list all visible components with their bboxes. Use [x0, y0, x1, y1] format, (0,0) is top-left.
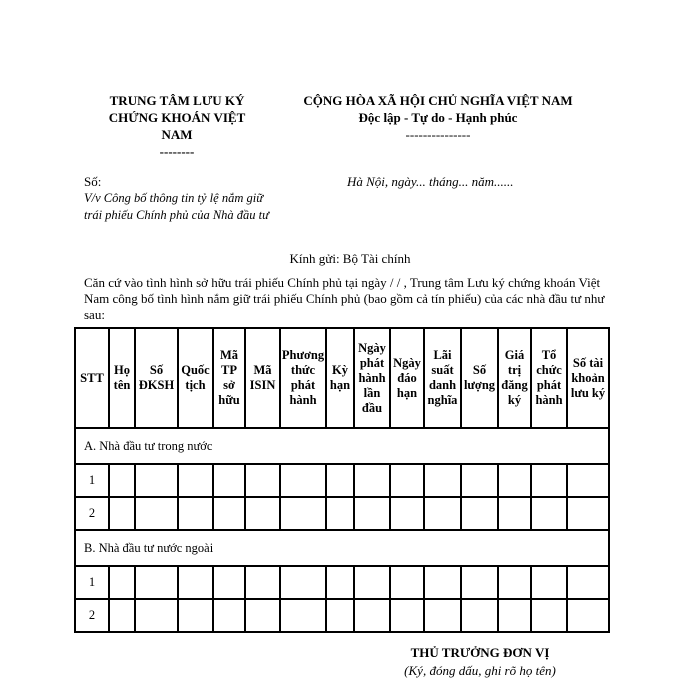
- column-header: Mã ISIN: [245, 328, 280, 428]
- section-label-foreign: B. Nhà đầu tư nước ngoài: [75, 530, 609, 566]
- column-header: Số tài khoản lưu ký: [567, 328, 609, 428]
- column-header: Số ĐKSH: [135, 328, 178, 428]
- section-row-domestic: [75, 428, 609, 464]
- column-header: Mã TP sở hữu: [213, 328, 245, 428]
- national-motto: Độc lập - Tự do - Hạnh phúc: [358, 110, 518, 125]
- table-row: [75, 566, 609, 599]
- motto-separator: ---------------: [405, 127, 471, 142]
- column-header: Lãi suất danh nghĩa: [424, 328, 461, 428]
- column-header: Phương thức phát hành: [280, 328, 326, 428]
- column-header: Giá trị đăng ký: [498, 328, 531, 428]
- national-header: [278, 92, 598, 143]
- column-header: Ngày đáo hạn: [390, 328, 424, 428]
- section-row-foreign: [75, 530, 609, 566]
- signature-title: THỦ TRƯỞNG ĐƠN VỊ: [410, 645, 550, 660]
- column-header: Ngày phát hành lần đầu: [354, 328, 390, 428]
- recipient-line: Kính gửi: Bộ Tài chính: [289, 251, 411, 266]
- column-header: STT: [75, 328, 109, 428]
- column-header: Họ tên: [109, 328, 135, 428]
- organization-separator: --------: [159, 144, 195, 159]
- row-number: 1: [75, 566, 109, 599]
- row-number: 2: [75, 497, 109, 530]
- organization-name: TRUNG TÂM LƯU KÝ CHỨNG KHOÁN VIỆT NAM: [108, 93, 246, 142]
- table-row: [75, 599, 609, 632]
- organization-block: [92, 92, 262, 160]
- row-number: 2: [75, 599, 109, 632]
- column-header: Số lượng: [461, 328, 498, 428]
- column-header: Tổ chức phát hành: [531, 328, 567, 428]
- document-subject: V/v Công bố thông tin tỷ lệ nắm giữ trái phiếu Chính phủ của Nhà đầu tư: [84, 191, 269, 222]
- column-header: Quốc tịch: [178, 328, 213, 428]
- signature-note: (Ký, đóng dấu, ghi rõ họ tên): [404, 663, 556, 678]
- document-number-label: Số:: [84, 174, 102, 189]
- intro-paragraph: Căn cứ vào tình hình sở hữu trái phiếu Chính phủ tại ngày / / , Trung tâm Lưu ký chứng khoán Việt Nam công bố tình hình nắm giữ trái phiếu Chính phủ (bao gồm cả tín phiếu) của các nhà đầu tư như sau:: [84, 275, 605, 322]
- table-row: [75, 464, 609, 497]
- place-date: Hà Nội, ngày... tháng... năm......: [347, 174, 514, 189]
- country-name: CỘNG HÒA XÃ HỘI CHỦ NGHĨA VIỆT NAM: [303, 93, 573, 108]
- row-number: 1: [75, 464, 109, 497]
- bond-holding-table: [74, 327, 610, 633]
- table-header-row: [75, 328, 609, 428]
- column-header: Kỳ hạn: [326, 328, 354, 428]
- table-row: [75, 497, 609, 530]
- section-label-domestic: A. Nhà đầu tư trong nước: [75, 428, 609, 464]
